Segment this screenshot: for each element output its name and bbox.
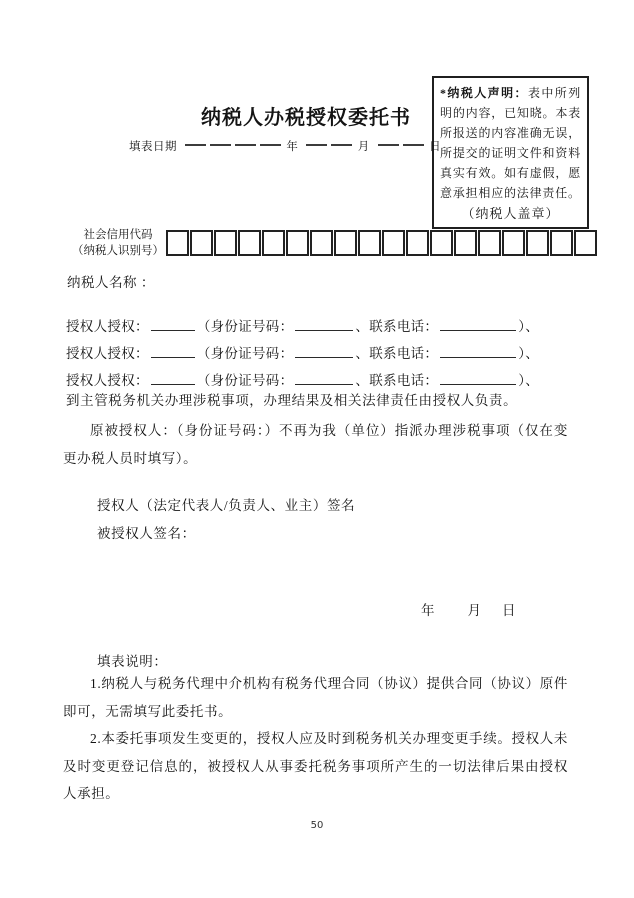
date-blank-segment — [260, 144, 281, 146]
line-suffix: ）、 — [518, 346, 540, 361]
authorizer-name-blank — [151, 372, 195, 385]
code-box — [574, 230, 597, 256]
year-label: 年 — [286, 141, 299, 153]
fill-date-row — [129, 138, 441, 154]
date-blank-segment — [306, 144, 327, 146]
code-box — [334, 230, 357, 256]
code-box — [526, 230, 549, 256]
code-box — [406, 230, 429, 256]
taxpayer-name-label: 纳税人名称 ： — [67, 275, 155, 290]
instruction-item: 2.本委托事项发生变更的，授权人应及时到税务机关办理变更手续。授权人未及时变更登记信息的，被授权人从事委托税务事项所产生的一切法律后果由授权人承担。 — [63, 731, 568, 801]
phone-label: 、联系电话： — [355, 346, 439, 361]
day-label: 日 — [429, 141, 442, 153]
agent-signature-label: 被授权人签名： — [97, 526, 196, 541]
date-blank-segment — [331, 144, 352, 146]
date-blank-segment — [403, 144, 424, 146]
date-blank-segment — [378, 144, 399, 146]
id-number-blank — [295, 372, 353, 385]
id-number-label: （身份证号码： — [196, 319, 294, 334]
phone-label: 、联系电话： — [355, 373, 439, 388]
sign-year-label: 年 — [421, 603, 435, 618]
authorizer-label: 授权人授权： — [66, 319, 149, 334]
authorization-line — [66, 369, 539, 389]
revocation-paragraph: 原被授权人：（身份证号码：）不再为我（单位）指派办理涉税事项（仅在变更办税人员时填写）。 — [63, 423, 568, 466]
code-box — [190, 230, 213, 256]
phone-blank — [440, 318, 516, 331]
code-box — [550, 230, 573, 256]
sign-day-label: 日 — [502, 603, 516, 618]
date-blank-segment — [185, 144, 206, 146]
sign-month-label: 月 — [467, 603, 481, 618]
id-number-label: （身份证号码： — [196, 346, 294, 361]
code-box — [430, 230, 453, 256]
code-box — [502, 230, 525, 256]
authorizer-name-blank — [151, 345, 195, 358]
phone-blank — [440, 345, 516, 358]
taxpayer-seal-label: （纳税人盖章） — [461, 206, 560, 221]
id-number-blank — [295, 345, 353, 358]
instructions-heading: 填表说明： — [97, 654, 168, 669]
declaration-lead: *纳税人声明： — [440, 86, 528, 100]
code-box — [454, 230, 477, 256]
phone-blank — [440, 372, 516, 385]
id-number-blank — [295, 318, 353, 331]
fill-date-label: 填表日期 — [129, 141, 177, 153]
code-box — [358, 230, 381, 256]
date-blank-segment — [210, 144, 231, 146]
date-blank-segment — [235, 144, 256, 146]
line-suffix: ）、 — [518, 373, 540, 388]
authorizer-label: 授权人授权： — [66, 373, 149, 388]
credit-code-boxes — [166, 230, 598, 256]
month-label: 月 — [357, 141, 370, 153]
authorization-line — [66, 342, 539, 362]
authorizer-name-blank — [151, 318, 195, 331]
code-box — [166, 230, 189, 256]
signature-date-row — [421, 599, 516, 619]
code-box — [214, 230, 237, 256]
code-box — [262, 230, 285, 256]
form-title: 纳税人办税授权委托书 — [201, 107, 411, 129]
taxpayer-declaration-box — [432, 76, 589, 229]
authorization-purpose: 到主管税务机关办理涉税事项，办理结果及相关法律责任由授权人负责。 — [66, 393, 518, 408]
credit-code-row — [72, 227, 598, 259]
page-number: 50 — [310, 820, 324, 831]
authorizer-label: 授权人授权： — [66, 346, 149, 361]
line-suffix: ）、 — [518, 319, 540, 334]
code-box — [310, 230, 333, 256]
id-number-label: （身份证号码： — [196, 373, 294, 388]
principal-signature-label: 授权人（法定代表人/负责人、业主）签名 — [97, 498, 356, 513]
declaration-body: 表中所列明的内容，已知晓。本表所报送的内容准确无误，所提交的证明文件和资料真实有效。如有虚假，愿意承担相应的法律责任。 — [440, 86, 581, 200]
code-box — [286, 230, 309, 256]
authorization-line — [66, 315, 539, 335]
instruction-item: 1.纳税人与税务代理中介机构有税务代理合同（协议）提供合同（协议）原件即可，无需填写此委托书。 — [63, 676, 568, 719]
code-box — [238, 230, 261, 256]
credit-code-label: 社会信用代码 （纳税人识别号） — [72, 229, 164, 257]
phone-label: 、联系电话： — [355, 319, 439, 334]
code-box — [478, 230, 501, 256]
code-box — [382, 230, 405, 256]
